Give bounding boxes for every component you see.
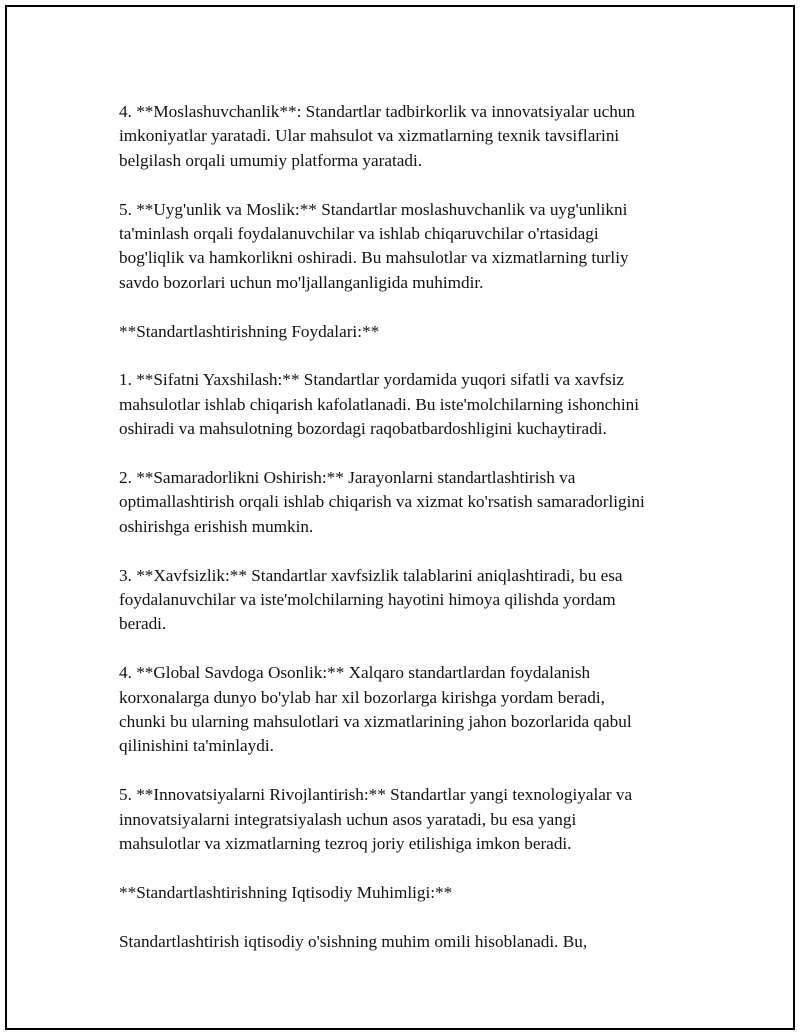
- paragraph-moslashuvchanlik: [119, 100, 709, 173]
- text-line: belgilash orqali umumiy platforma yaratadi.: [119, 150, 423, 170]
- text-line: 2. **Samaradorlikni Oshirish:** Jarayonlarni standartlashtirish va: [119, 468, 576, 488]
- paragraph-xavfsizlik: [119, 564, 709, 637]
- text-line: optimallashtirish orqali ishlab chiqarish va xizmat ko'rsatish samaradorligini: [119, 492, 645, 512]
- text-line: chunki bu ularning mahsulotlari va xizmatlarining jahon bozorlarida qabul: [119, 712, 632, 732]
- section-heading-foydalari: [119, 320, 709, 344]
- text-line: oshiradi va mahsulotning bozordagi raqobatbardoshligini kuchaytiradi.: [119, 419, 607, 439]
- text-line: 4. **Moslashuvchanlik**: Standartlar tadbirkorlik va innovatsiyalar uchun: [119, 102, 635, 121]
- paragraph-samaradorlikni-oshirish: [119, 466, 709, 539]
- text-line: qilinishini ta'minlaydi.: [119, 736, 274, 756]
- section-heading-iqtisodiy-muhimligi: [119, 881, 709, 905]
- text-line: mahsulotlar ishlab chiqarish kafolatlanadi. Bu iste'molchilarning ishonchini: [119, 394, 640, 414]
- paragraph-uygunlik-va-moslik: [119, 198, 709, 296]
- paragraph-innovatsiyalarni-rivojlantirish: [119, 783, 709, 856]
- text-line: beradi.: [119, 614, 167, 634]
- text-line: korxonalarga dunyo bo'ylab har xil bozorlarga kirishga yordam beradi,: [119, 687, 605, 707]
- text-line: 3. **Xavfsizlik:** Standartlar xavfsizlik talablarini aniqlashtiradi, bu esa: [119, 565, 623, 585]
- text-line: foydalanuvchilar va iste'molchilarning hayotini himoya qilishda yordam: [119, 590, 616, 610]
- text-line: mahsulotlar va xizmatlarning tezroq joriy etilishiga imkon beradi.: [119, 834, 572, 854]
- text-line: 1. **Sifatni Yaxshilash:** Standartlar yordamida yuqori sifatli va xavfsiz: [119, 370, 625, 390]
- paragraph-iqtisodiy-osish: [119, 930, 709, 954]
- paragraph-sifatni-yaxshilash: [119, 368, 709, 441]
- text-line: imkoniyatlar yaratadi. Ular mahsulot va xizmatlarning texnik tavsiflarini: [119, 126, 620, 146]
- heading-line: **Standartlashtirishning Iqtisodiy Muhimligi:**: [119, 882, 453, 902]
- document-body: [119, 100, 709, 978]
- text-line: savdo bozorlari uchun mo'ljallanganligida muhimdir.: [119, 272, 484, 292]
- heading-line: **Standartlashtirishning Foydalari:**: [119, 321, 380, 341]
- text-line: innovatsiyalarni integratsiyalash uchun asos yaratadi, bu esa yangi: [119, 809, 577, 829]
- text-line: Standartlashtirish iqtisodiy o'sishning muhim omili hisoblanadi. Bu,: [119, 931, 588, 951]
- page-border: [5, 5, 795, 1030]
- text-line: 5. **Uyg'unlik va Moslik:** Standartlar moslashuvchanlik va uyg'unlikni: [119, 199, 628, 219]
- paragraph-global-savdoga-osonlik: [119, 661, 709, 759]
- text-line: 4. **Global Savdoga Osonlik:** Xalqaro standartlardan foydalanish: [119, 663, 591, 683]
- text-line: oshirishga erishish mumkin.: [119, 516, 314, 536]
- text-line: bog'liqlik va hamkorlikni oshiradi. Bu mahsulotlar va xizmatlarning turliy: [119, 248, 629, 268]
- text-line: 5. **Innovatsiyalarni Rivojlantirish:** Standartlar yangi texnologiyalar va: [119, 785, 633, 805]
- text-line: ta'minlash orqali foydalanuvchilar va ishlab chiqaruvchilar o'rtasidagi: [119, 224, 599, 244]
